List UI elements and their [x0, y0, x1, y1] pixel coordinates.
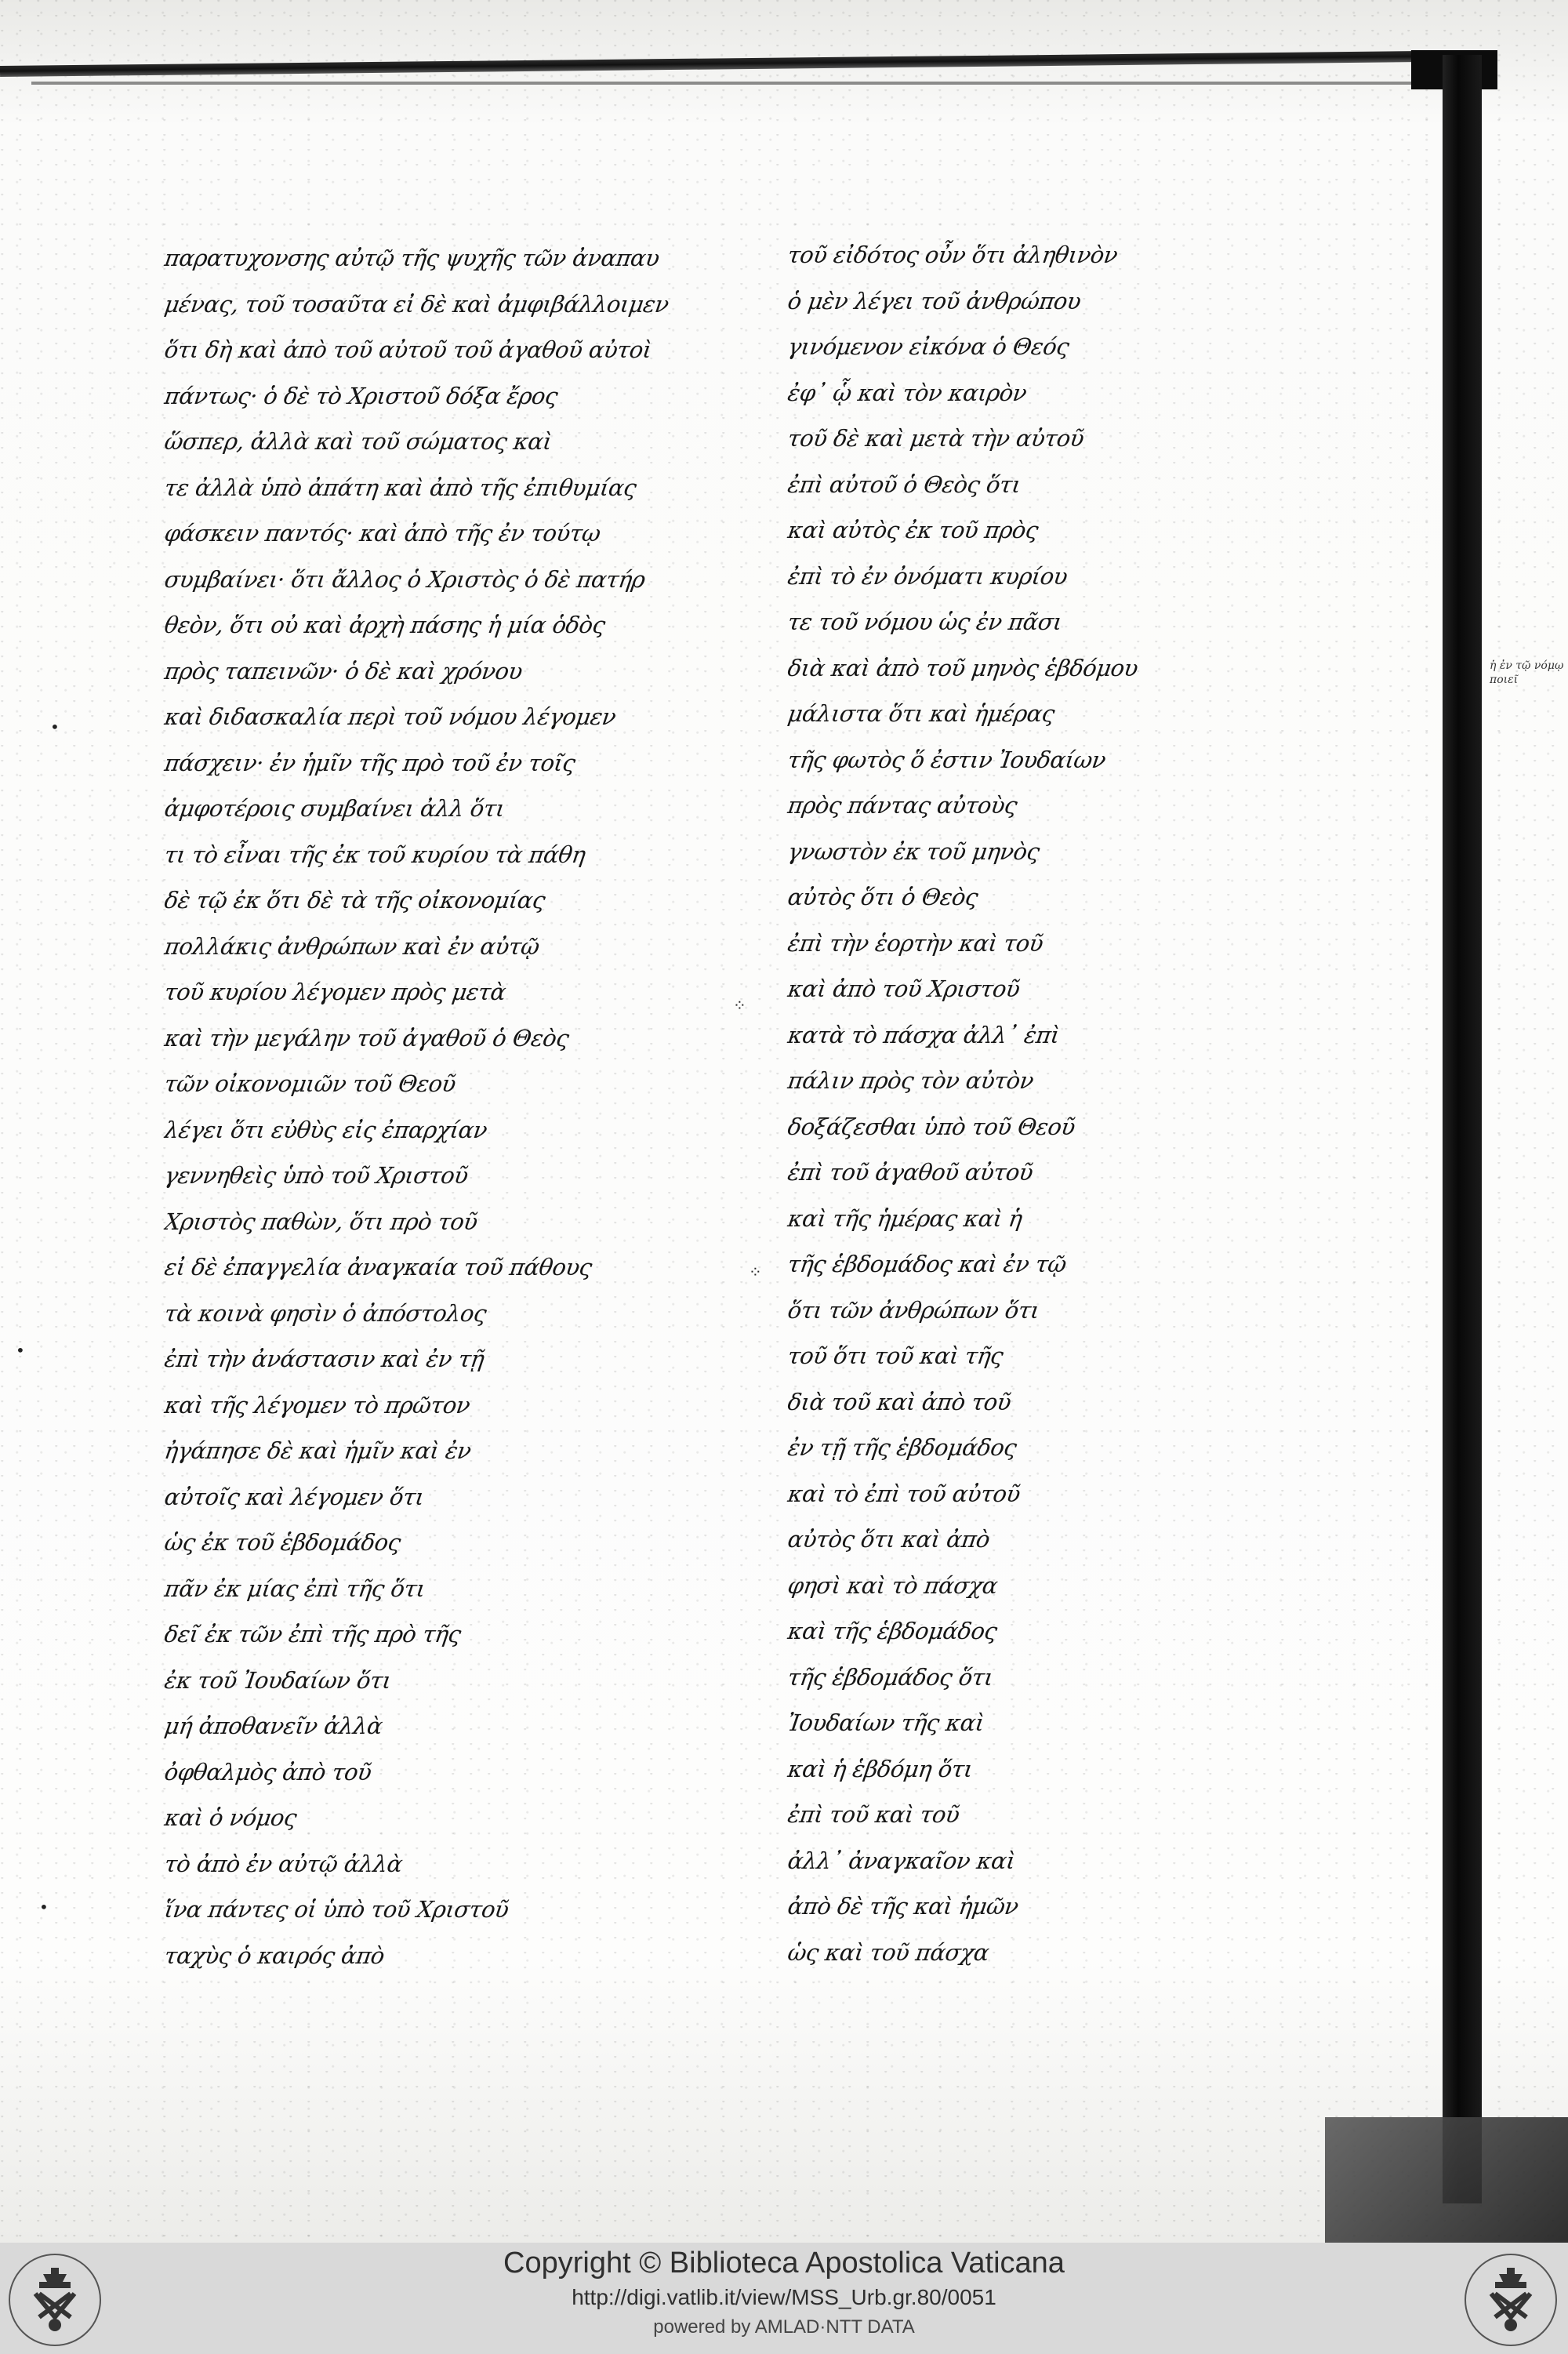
manuscript-line: ἀπὸ δὲ τῆς καὶ ἡμῶν: [786, 1893, 1021, 1920]
manuscript-line: ἐπὶ τὸ ἐν ὀνόματι κυρίου: [786, 562, 1069, 590]
manuscript-line: τῆς φωτὸς ὅ ἐστιν Ἰουδαίων: [786, 746, 1108, 773]
manuscript-line: τοῦ εἰδότος οὖν ὅτι ἀληθινὸν: [786, 242, 1120, 268]
manuscript-line: ὡς καὶ τοῦ πάσχα: [786, 1938, 991, 1966]
manuscript-line: ταχὺς ὁ καιρός ἀπὸ: [162, 1942, 387, 1969]
manuscript-line: καὶ διδασκαλία περὶ τοῦ νόμου λέγομεν: [162, 703, 618, 730]
manuscript-line: διὰ καὶ ἀπὸ τοῦ μηνὸς ἑβδόμου: [786, 654, 1140, 681]
manuscript-line: μάλιστα ὅτι καὶ ἡμέρας: [786, 700, 1057, 727]
manuscript-line: δὲ τῷ ἐκ ὅτι δὲ τὰ τῆς οἰκονομίας: [162, 887, 547, 914]
manuscript-line: δοξάζεσθαι ὑπὸ τοῦ Θεοῦ: [786, 1113, 1077, 1140]
manuscript-line: μένας, τοῦ τοσαῦτα εἰ δὲ καὶ ἀμφιβάλλοιμεν: [162, 290, 671, 318]
manuscript-line: ἀλλ᾽ ἀναγκαῖον καὶ: [786, 1847, 1017, 1874]
manuscript-line: μή ἀποθανεῖν ἀλλὰ: [162, 1713, 384, 1739]
powered-by-text: powered by AMLAD·NTT DATA: [653, 2316, 915, 2338]
manuscript-line: τοῦ ὅτι τοῦ καὶ τῆς: [786, 1342, 1005, 1369]
manuscript-line: τὸ ἀπὸ ἐν αὐτῷ ἀλλὰ: [162, 1850, 405, 1877]
manuscript-line: τῆς ἑβδομάδος καὶ ἐν τῷ: [786, 1251, 1069, 1277]
manuscript-line: πάλιν πρὸς τὸν αὐτὸν: [786, 1067, 1036, 1094]
manuscript-line: φάσκειν παντός· καὶ ἀπὸ τῆς ἐν τούτῳ: [162, 520, 602, 547]
manuscript-line: καὶ αὐτὸς ἐκ τοῦ πρὸς: [786, 517, 1040, 543]
manuscript-line: ὁ μὲν λέγει τοῦ ἀνθρώπου: [786, 287, 1083, 314]
manuscript-line: καὶ τῆς ἑβδομάδος: [786, 1618, 999, 1644]
manuscript-line: πρὸς πάντας αὐτοὺς: [786, 792, 1019, 819]
manuscript-line: γινόμενον εἰκόνα ὁ Θεός: [786, 333, 1071, 360]
manuscript-line: ὥσπερ, ἀλλὰ καὶ τοῦ σώματος καὶ: [162, 428, 554, 455]
margin-mark: •: [39, 1898, 49, 1916]
manuscript-line: τῶν οἰκονομιῶν τοῦ Θεοῦ: [162, 1070, 458, 1097]
top-rule-shadow: [31, 82, 1458, 85]
margin-mark: •: [50, 717, 60, 736]
manuscript-line: θεὸν, ὅτι οὐ καὶ ἀρχὴ πάσης ἡ μία ὁδὸς: [162, 612, 607, 638]
manuscript-line: συμβαίνει· ὅτι ἄλλος ὁ Χριστὸς ὁ δὲ πατήρ: [162, 565, 647, 593]
right-binding-bar: [1443, 55, 1482, 2203]
manuscript-line: αὐτὸς ὅτι καὶ ἀπὸ: [786, 1526, 992, 1553]
manuscript-line: αὐτοῖς καὶ λέγομεν ὅτι: [162, 1483, 426, 1510]
manuscript-line: διὰ τοῦ καὶ ἀπὸ τοῦ: [786, 1388, 1013, 1415]
manuscript-line: δεῖ ἐκ τῶν ἐπὶ τῆς πρὸ τῆς: [162, 1621, 463, 1647]
manuscript-line: λέγει ὅτι εὐθὺς εἰς ἐπαρχίαν: [162, 1116, 489, 1143]
manuscript-line: τῆς ἑβδομάδος ὅτι: [786, 1663, 995, 1691]
bottom-corner-shadow: [1325, 2117, 1568, 2243]
manuscript-line: ἐν τῇ τῆς ἑβδομάδος: [786, 1434, 1018, 1461]
manuscript-line: πολλάκις ἀνθρώπων καὶ ἐν αὐτῷ: [162, 932, 542, 960]
manuscript-line: καὶ τῆς ἡμέρας καὶ ἡ: [786, 1204, 1024, 1232]
left-text-column: [162, 235, 760, 1978]
manuscript-line: φησὶ καὶ τὸ πάσχα: [786, 1571, 1000, 1599]
manuscript-line: πάντως· ὁ δὲ τὸ Χριστοῦ δόξα ἔρος: [162, 382, 560, 409]
manuscript-line: τοῦ κυρίου λέγομεν πρὸς μετὰ: [162, 979, 508, 1005]
manuscript-line: παρατυχονσης αὐτῷ τῆς ψυχῆς τῶν ἀναπαυ: [162, 245, 662, 271]
copyright-text: Copyright © Biblioteca Apostolica Vaticana: [503, 2247, 1065, 2280]
top-rule-line: [0, 50, 1490, 77]
manuscript-line: τὰ κοινὰ φησὶν ὁ ἀπόστολος: [162, 1299, 488, 1327]
manuscript-line: Χριστὸς παθὼν, ὅτι πρὸ τοῦ: [162, 1208, 480, 1235]
margin-mark: ⁘: [749, 1262, 762, 1281]
right-text-column: [788, 232, 1376, 1975]
manuscript-line: ἀμφοτέροις συμβαίνει ἀλλ ὅτι: [162, 795, 506, 822]
manuscript-line: ἐπὶ τοῦ ἀγαθοῦ αὐτοῦ: [786, 1159, 1035, 1186]
manuscript-line: ἐφ᾽ ᾧ καὶ τὸν καιρὸν: [786, 379, 1029, 406]
manuscript-line: ἐπὶ τοῦ καὶ τοῦ: [786, 1801, 961, 1828]
manuscript-line: καὶ ἀπὸ τοῦ Χριστοῦ: [786, 975, 1022, 1002]
manuscript-line: ὅτι τῶν ἀνθρώπων ὅτι: [786, 1296, 1041, 1324]
manuscript-line: ὡς ἐκ τοῦ ἑβδομάδος: [162, 1529, 403, 1556]
manuscript-line: ἐπὶ αὐτοῦ ὁ Θεὸς ὅτι: [786, 470, 1023, 498]
manuscript-line: καὶ ὁ νόμος: [162, 1804, 299, 1831]
manuscript-line: τι τὸ εἶναι τῆς ἐκ τοῦ κυρίου τὰ πάθη: [162, 841, 587, 868]
manuscript-line: ὀφθαλμὸς ἀπὸ τοῦ: [162, 1758, 373, 1785]
manuscript-line: αὐτὸς ὅτι ὁ Θεὸς: [786, 884, 980, 910]
manuscript-line: ἐπὶ τὴν ἀνάστασιν καὶ ἐν τῇ: [162, 1346, 486, 1372]
manuscript-line: πάσχειν· ἐν ἡμῖν τῆς πρὸ τοῦ ἐν τοῖς: [162, 749, 577, 776]
manuscript-line: ὅτι δὴ καὶ ἀπὸ τοῦ αὐτοῦ τοῦ ἀγαθοῦ αὐτοὶ: [162, 336, 654, 363]
manuscript-line: ἠγάπησε δὲ καὶ ἡμῖν καὶ ἐν: [162, 1437, 473, 1464]
manuscript-line: τοῦ δὲ καὶ μετὰ τὴν αὐτοῦ: [786, 425, 1086, 452]
manuscript-line: γνωστὸν ἐκ τοῦ μηνὸς: [786, 837, 1041, 865]
manuscript-line: εἰ δὲ ἐπαγγελία ἀναγκαία τοῦ πάθους: [162, 1254, 593, 1281]
margin-mark: ⁘: [733, 996, 746, 1015]
manuscript-line: ἐπὶ τὴν ἑορτὴν καὶ τοῦ: [786, 929, 1045, 957]
margin-note: ἡ ἐν τῷ νόμῳ ποιεῖ: [1490, 659, 1564, 686]
manuscript-line: καὶ ἡ ἑβδόμη ὅτι: [786, 1755, 975, 1782]
manuscript-line: τε ἀλλὰ ὑπὸ ἀπάτη καὶ ἀπὸ τῆς ἐπιθυμίας: [162, 474, 638, 501]
manuscript-line: καὶ τὴν μεγάλην τοῦ ἀγαθοῦ ὁ Θεὸς: [162, 1024, 571, 1052]
manuscript-line: τε τοῦ νόμου ὡς ἐν πᾶσι: [786, 608, 1064, 635]
manuscript-line: γεννηθεὶς ὑπὸ τοῦ Χριστοῦ: [162, 1162, 470, 1189]
manuscript-line: καὶ τῆς λέγομεν τὸ πρῶτον: [162, 1391, 472, 1419]
manuscript-line: καὶ τὸ ἐπὶ τοῦ αὐτοῦ: [786, 1480, 1022, 1507]
manuscript-line: πᾶν ἐκ μίας ἐπὶ τῆς ὅτι: [162, 1575, 427, 1602]
manuscript-line: ἵνα πάντες οἱ ὑπὸ τοῦ Χριστοῦ: [162, 1896, 510, 1923]
manuscript-url-link[interactable]: http://digi.vatlib.it/view/MSS_Urb.gr.80/0051: [572, 2285, 996, 2309]
manuscript-line: κατὰ τὸ πάσχα ἀλλ᾽ ἐπὶ: [786, 1021, 1062, 1048]
margin-mark: •: [16, 1341, 25, 1360]
manuscript-line: Ἰουδαίων τῆς καὶ: [786, 1709, 986, 1736]
manuscript-line: πρὸς ταπεινῶν· ὁ δὲ καὶ χρόνου: [162, 657, 524, 685]
manuscript-line: ἐκ τοῦ Ἰουδαίων ὅτι: [162, 1666, 394, 1694]
